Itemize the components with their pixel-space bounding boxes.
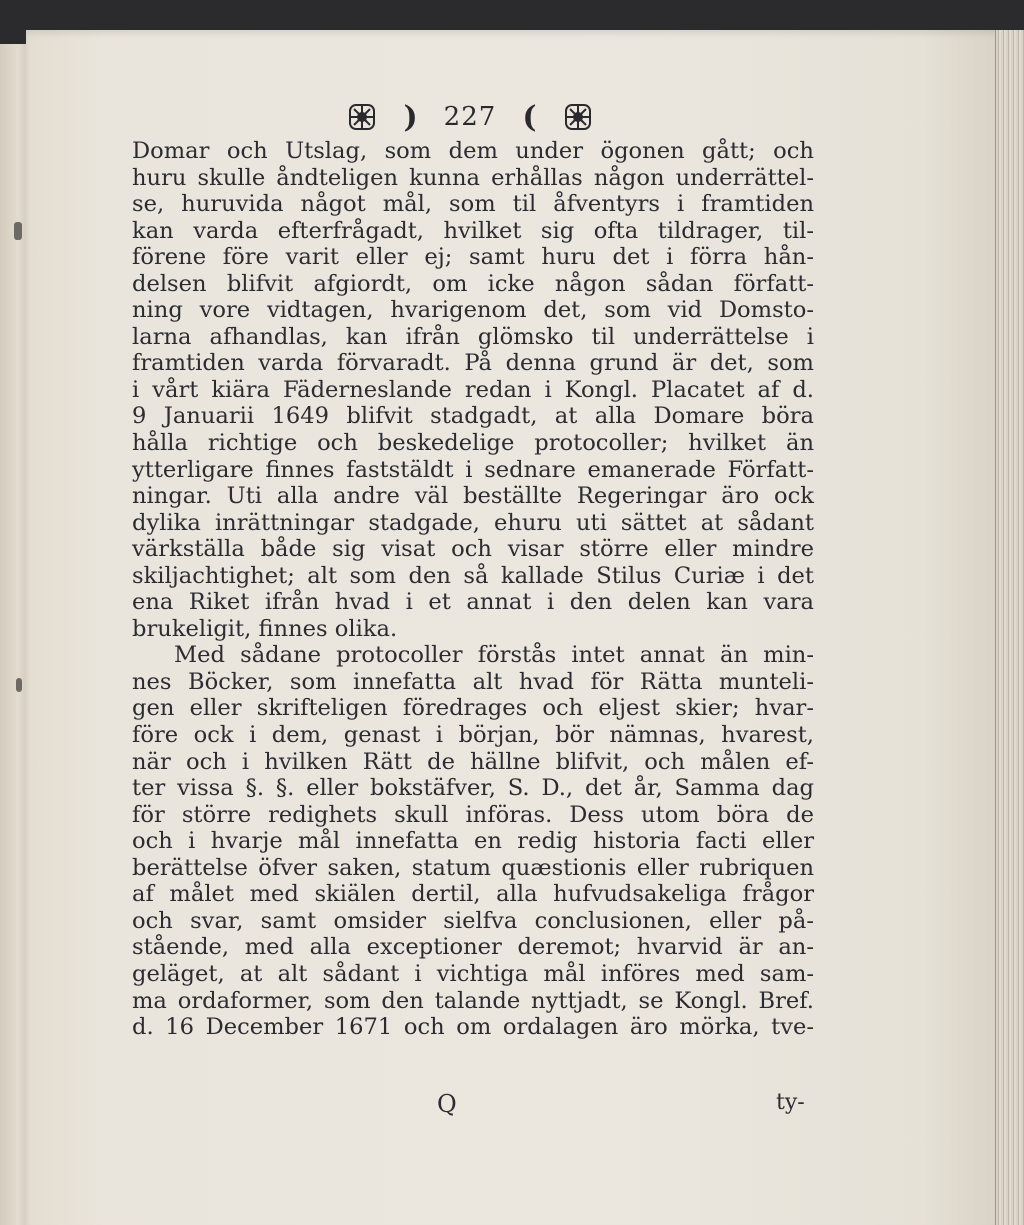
text-line: ytterligare finnes faststäldt i sednare emanerade Författ- xyxy=(132,456,814,483)
text-line: geläget, at alt sådant i vichtiga mål införes med sam- xyxy=(132,960,814,987)
text-line: huru skulle åndteligen kunna erhållas någon underrättel- xyxy=(132,164,814,191)
text-line: ter vissa §. §. eller bokstäfver, S. D., det år, Samma dag xyxy=(132,775,814,802)
text-line: berättelse öfver saken, statum quæstionis eller rubriquen xyxy=(132,854,814,881)
text-line: för större redighets skull införas. Dess utom böra de xyxy=(132,801,814,828)
text-line: dylika inrättningar stadgade, ehuru uti sättet at sådant xyxy=(132,509,814,536)
text-line: före ock i dem, genast i början, bör nämnas, hvarest, xyxy=(132,722,814,749)
text-line: ena Riket ifrån hvad i et annat i den delen kan vara xyxy=(132,589,814,616)
ink-smudge xyxy=(14,222,22,240)
left-paren: ) xyxy=(403,99,418,135)
ornament-icon xyxy=(347,102,377,132)
body-text xyxy=(132,138,814,1041)
text-line: hålla richtige och beskedelige protocoller; hvilket än xyxy=(132,430,814,457)
text-line: d. 16 December 1671 och om ordalagen äro mörka, tve- xyxy=(132,1014,814,1041)
page-header xyxy=(300,95,640,139)
text-line: skiljachtighet; alt som den så kallade Stilus Curiæ i det xyxy=(132,562,814,589)
ink-smudge xyxy=(16,678,22,692)
text-line: gen eller skrifteligen föredrages och eljest skier; hvar- xyxy=(132,695,814,722)
text-line: nes Böcker, som innefatta alt hvad för Rätta munteli- xyxy=(132,668,814,695)
text-line: ning vore vidtagen, hvarigenom det, som vid Domsto- xyxy=(132,297,814,324)
signature-mark: Q xyxy=(437,1090,457,1118)
right-paren: ( xyxy=(522,99,537,135)
text-line: Domar och Utslag, som dem under ögonen gått; och xyxy=(132,138,814,164)
text-line: brukeligit, finnes olika. xyxy=(132,615,398,642)
text-line: och svar, samt omsider sielfva conclusionen, eller på- xyxy=(132,907,814,934)
text-line: Med sådane protocoller förstås intet annat än min- xyxy=(174,642,814,669)
text-line: värkställa både sig visat och visar större eller mindre xyxy=(132,536,814,563)
text-line: ningar. Uti alla andre väl beställte Regeringar äro ock xyxy=(132,483,814,510)
text-line: delsen blifvit afgiordt, om icke någon sådan författ- xyxy=(132,270,814,297)
text-line: förene före varit eller ej; samt huru det i förra hån- xyxy=(132,244,814,271)
text-line: ma ordaformer, som den talande nyttjadt, se Kongl. Bref. xyxy=(132,987,814,1014)
text-line: stående, med alla exceptioner deremot; hvarvid är an- xyxy=(132,934,814,961)
text-line: när och i hvilken Rätt de hällne blifvit, och målen ef- xyxy=(132,748,814,775)
text-line: larna afhandlas, kan ifrån glömsko til underrättelse i xyxy=(132,323,814,350)
text-line: af målet med skiälen dertil, alla hufvudsakeliga frågor xyxy=(132,881,814,908)
text-line: 9 Januarii 1649 blifvit stadgadt, at alla Domare böra xyxy=(132,403,814,430)
text-line: framtiden varda förvaradt. På denna grund är det, som xyxy=(132,350,814,377)
text-line: i vårt kiära Fäderneslande redan i Kongl. Placatet af d. xyxy=(132,376,814,403)
text-line: och i hvarje mål innefatta en redig historia facti eller xyxy=(132,828,814,855)
page-number: 227 xyxy=(443,102,497,132)
page-stack-edges xyxy=(995,30,1024,1225)
text-line: se, huruvida något mål, som til åfventyrs i framtiden xyxy=(132,191,814,218)
catchword: ty- xyxy=(776,1090,805,1115)
text-line: kan varda efterfrågadt, hvilket sig ofta tildrager, til- xyxy=(132,217,814,244)
ornament-icon xyxy=(563,102,593,132)
